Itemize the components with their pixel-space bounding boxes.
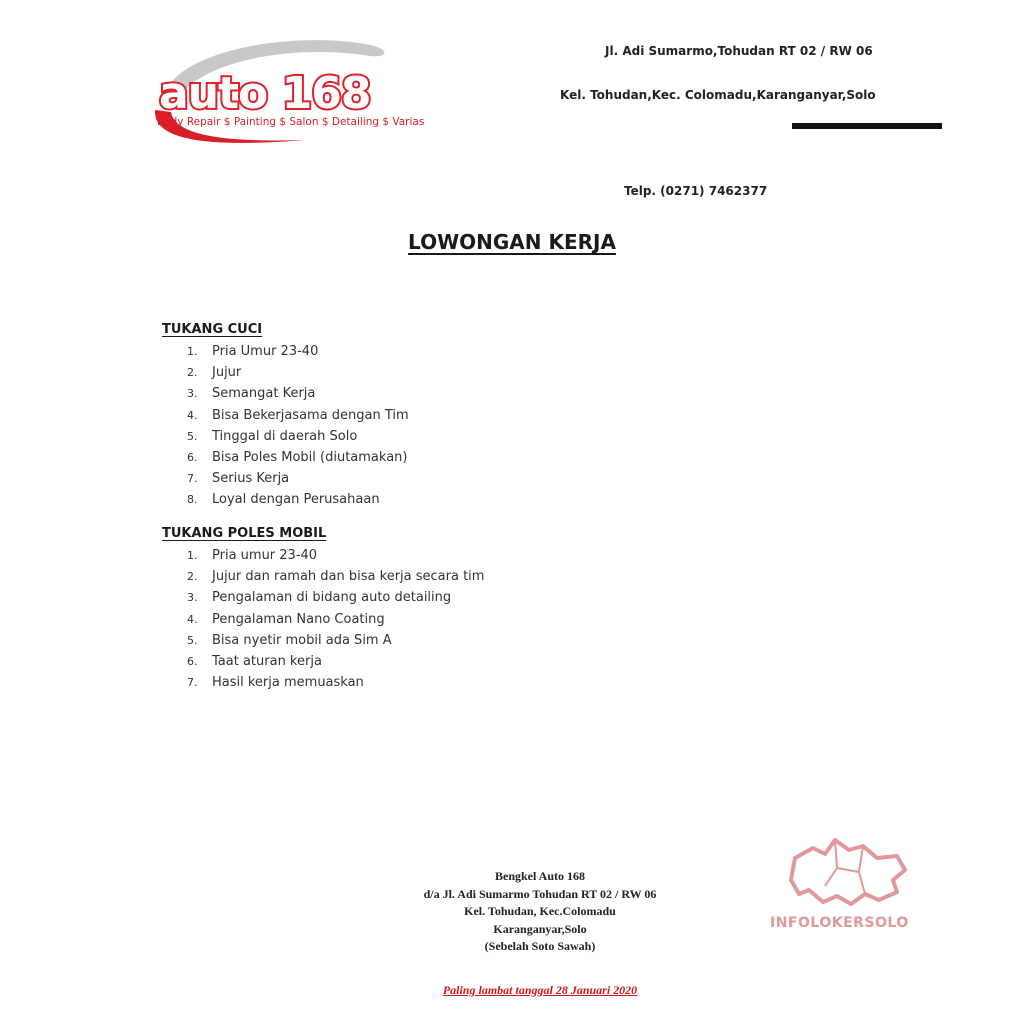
footer-line: Kel. Tohudan, Kec.Colomadu (464, 904, 616, 918)
requirements-list (162, 545, 485, 693)
list-item: 7. Hasil kerja memuaskan (187, 675, 364, 691)
list-item: 8. Loyal dengan Perusahaan (187, 492, 380, 508)
list-item: 3. Semangat Kerja (187, 386, 316, 402)
section-heading: TUKANG CUCI (162, 322, 263, 337)
footer-line: d/a Jl. Adi Sumarmo Tohudan RT 02 / RW 06 (423, 886, 657, 901)
address-line-1: Jl. Adi Sumarmo,Tohudan RT 02 / RW 06 (605, 44, 873, 58)
list-item: 2. Jujur (187, 365, 242, 381)
footer-line: Bengkel Auto 168 (494, 869, 585, 883)
section-tukang-cuci (162, 322, 409, 511)
svg-text:auto 168: auto 168 (159, 68, 371, 119)
page-title-text: LOWONGAN KERJA (408, 230, 616, 254)
company-logo (145, 30, 480, 150)
address-line-2: Kel. Tohudan,Kec. Colomadu,Karanganyar,Solo (560, 88, 876, 102)
svg-text:Body Repair $ Painting $ Salon: Body Repair $ Painting $ Salon $ Detailing $ Varias (157, 116, 425, 128)
footer-line: (Sebelah Soto Sawah) (484, 939, 596, 953)
section-heading: TUKANG POLES MOBIL (162, 526, 327, 541)
list-item: 6. Bisa Poles Mobil (diutamakan) (187, 449, 408, 465)
list-item: 4. Bisa Bekerjasama dengan Tim (187, 407, 409, 423)
list-item: 5. Tinggal di daerah Solo (187, 428, 358, 444)
list-item: 2. Jujur dan ramah dan bisa kerja secara tim (187, 569, 485, 585)
list-item: 6. Taat aturan kerja (187, 653, 322, 669)
list-item: 7. Serius Kerja (187, 471, 290, 487)
central-java-map-icon (765, 828, 925, 918)
section-tukang-poles-mobil (162, 526, 485, 693)
header-rule (792, 123, 942, 129)
list-item: 5. Bisa nyetir mobil ada Sim A (187, 632, 392, 648)
auto-168-logo-icon (145, 30, 480, 150)
deadline-note: Paling lambat tanggal 28 Januari 2020 (442, 983, 638, 997)
list-item: 1. Pria Umur 23-40 (187, 344, 319, 359)
list-item: 1. Pria umur 23-40 (187, 548, 318, 563)
footer-line: Karanganyar,Solo (493, 921, 587, 936)
list-item: 3. Pengalaman di bidang auto detailing (187, 590, 452, 606)
footer-address (380, 868, 700, 956)
page-title (0, 230, 1024, 254)
list-item: 4. Pengalaman Nano Coating (187, 611, 385, 627)
requirements-list (162, 341, 409, 511)
phone-number: Telp. (0271) 7462377 (624, 184, 768, 198)
watermark-text: INFOLOKERSOLO (770, 915, 909, 931)
